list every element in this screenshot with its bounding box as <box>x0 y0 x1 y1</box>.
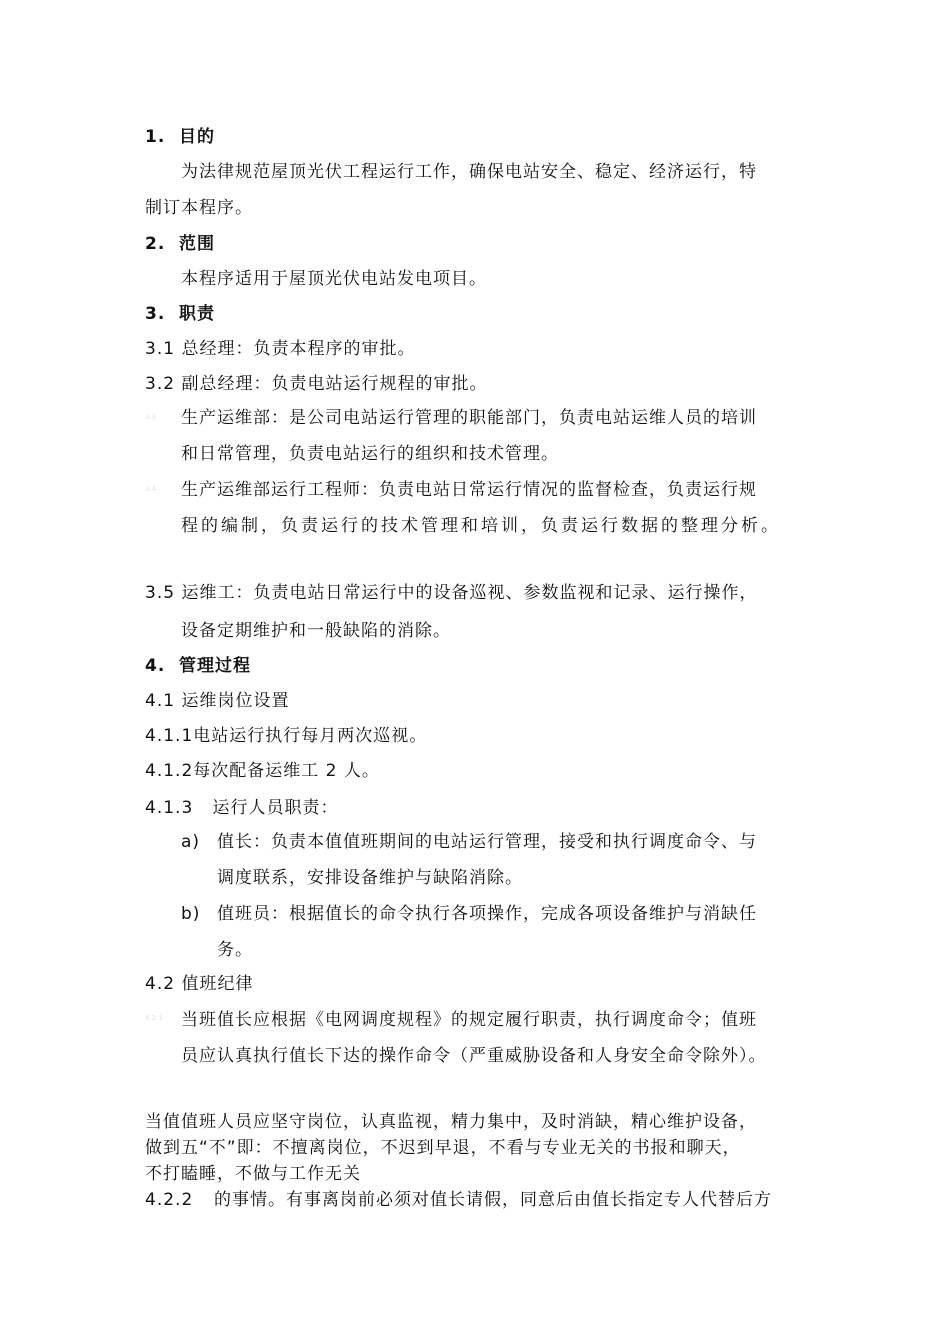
item-4-1-3: 4.1.3 运行人员职责： <box>145 798 339 818</box>
section-number: 2. <box>145 234 166 254</box>
section-3-heading <box>145 303 215 325</box>
faint-artifact: 3.3 <box>145 413 157 421</box>
item-4-1-1: 4.1.1电站运行执行每月两次巡视。 <box>145 726 428 746</box>
section-number: 3. <box>145 304 166 324</box>
list-item-b-line2: 务。 <box>217 940 253 960</box>
section-4-heading <box>145 655 251 677</box>
section-2-heading <box>145 233 215 255</box>
item-4-1-2: 4.1.2每次配备运维工 2 人。 <box>145 761 380 781</box>
paragraph-line1: 当值值班人员应坚守岗位，认真监视，精力集中，及时消缺，精心维护设备， <box>145 1112 757 1132</box>
item-3-3-line2: 和日常管理，负责电站运行的组织和技术管理。 <box>181 444 559 464</box>
list-label-a: a) <box>181 832 201 852</box>
item-3-2: 3.2 副总经理：负责电站运行规程的审批。 <box>145 374 488 394</box>
paragraph-line3: 不打瞌睡，不做与工作无关 <box>145 1164 361 1184</box>
section-title: 目的 <box>179 127 215 147</box>
item-3-5-line1: 3.5 运维工：负责电站日常运行中的设备巡视、参数监视和记录、运行操作， <box>145 583 758 603</box>
section-1-body-line2: 制订本程序。 <box>145 198 253 218</box>
item-3-5-line2: 设备定期维护和一般缺陷的消除。 <box>181 621 451 641</box>
section-number: 1. <box>145 127 166 147</box>
item-4-2-2-number: 4.2.2 <box>145 1190 194 1210</box>
item-3-3-line1: 生产运维部：是公司电站运行管理的职能部门，负责电站运维人员的培训 <box>181 408 757 428</box>
item-4-2-1-line2: 员应认真执行值长下达的操作命令（严重威胁设备和人身安全命令除外）。 <box>181 1046 767 1066</box>
section-title: 管理过程 <box>179 656 251 676</box>
item-4-2-1-line1: 当班值长应根据《电网调度规程》的规定履行职责，执行调度命令；值班 <box>181 1010 757 1030</box>
faint-artifact: 4.2.1 <box>145 1014 163 1022</box>
paragraph-line2: 做到五“不”即：不擅离岗位，不迟到早退，不看与专业无关的书报和聊天， <box>145 1138 741 1158</box>
section-2-body: 本程序适用于屋顶光伏电站发电项目。 <box>181 269 487 289</box>
item-3-4-line1: 生产运维部运行工程师：负责电站日常运行情况的监督检查，负责运行规 <box>181 480 757 500</box>
item-4-2: 4.2 值班纪律 <box>145 974 254 994</box>
item-4-1: 4.1 运维岗位设置 <box>145 691 290 711</box>
section-1-body-line1: 为法律规范屋顶光伏工程运行工作，确保电站安全、稳定、经济运行，特 <box>181 162 757 182</box>
item-3-4-line2: 程的编制，负责运行的技术管理和培训，负责运行数据的整理分析。 <box>181 516 781 536</box>
list-label-b: b) <box>181 904 201 924</box>
list-item-a-line2: 调度联系，安排设备维护与缺陷消除。 <box>217 868 523 888</box>
section-1-heading <box>145 126 215 148</box>
faint-artifact: 3.4 <box>145 485 157 493</box>
section-number: 4. <box>145 656 166 676</box>
section-title: 范围 <box>179 234 215 254</box>
section-title: 职责 <box>179 304 215 324</box>
item-4-2-2-text: 的事情。有事离岗前必须对值长请假，同意后由值长指定专人代替后方 <box>214 1190 772 1210</box>
list-item-b-line1: 值班员：根据值长的命令执行各项操作，完成各项设备维护与消缺任 <box>217 904 757 924</box>
list-item-a-line1: 值长：负责本值值班期间的电站运行管理，接受和执行调度命令、与 <box>217 832 757 852</box>
item-3-1: 3.1 总经理：负责本程序的审批。 <box>145 339 416 359</box>
